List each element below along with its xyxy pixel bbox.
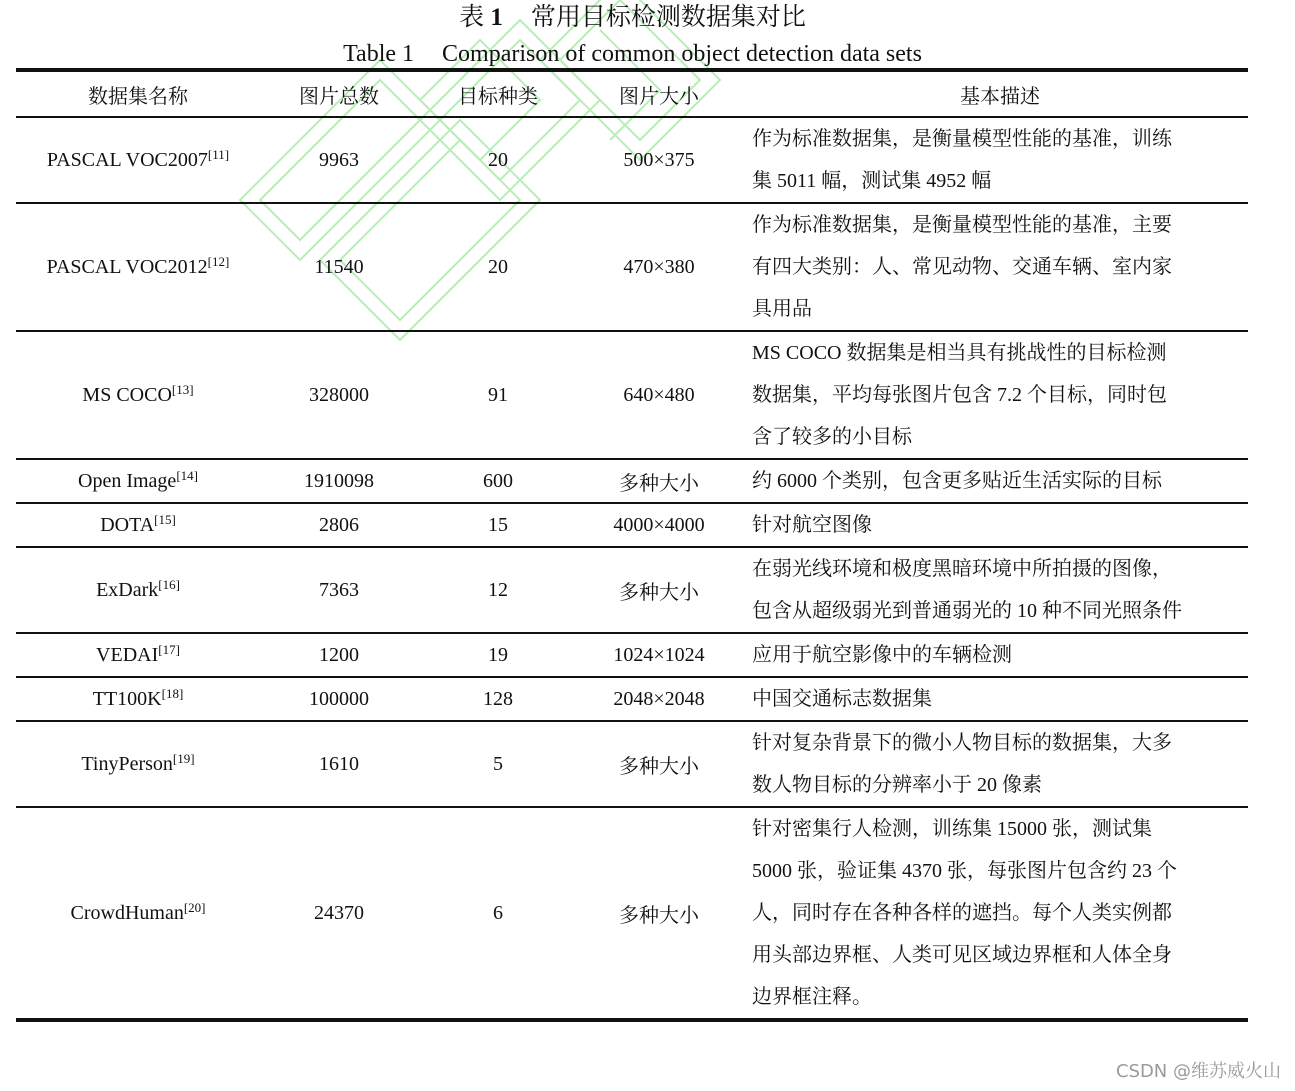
description-line: 中国交通标志数据集 (752, 688, 932, 710)
citation-ref: [11] (207, 146, 230, 162)
cell-dataset-name (16, 807, 260, 1020)
cell-dataset-name (16, 677, 260, 721)
description-line: 用头部边界框、人类可见区域边界框和人体全身 (752, 944, 1172, 966)
description-line: 具用品 (752, 298, 812, 320)
dataset-name-text: TinyPerson (81, 752, 173, 775)
cell-image-count: 100000 (260, 677, 418, 721)
citation-ref: [15] (154, 511, 176, 527)
citation-ref: [12] (207, 253, 230, 269)
cell-class-count: 5 (418, 721, 578, 807)
cell-dataset-name (16, 459, 260, 503)
cell-class-count: 20 (418, 203, 578, 331)
citation-ref: [17] (158, 641, 180, 657)
description-line: 含了较多的小目标 (752, 426, 912, 448)
caption-cn-prefix: 表 (459, 4, 485, 31)
cell-class-count: 20 (418, 117, 578, 203)
cell-description (740, 503, 1248, 547)
description-line: 作为标准数据集，是衡量模型性能的基准，主要 (752, 214, 1172, 236)
description-line: 约 6000 个类别，包含更多贴近生活实际的目标 (752, 470, 1162, 492)
cell-description (740, 807, 1248, 1020)
cell-class-count: 12 (418, 547, 578, 633)
table-row (16, 203, 1248, 331)
table-row (16, 503, 1248, 547)
cell-dataset-name (16, 503, 260, 547)
description-line: 包含从超级弱光到普通弱光的 10 种不同光照条件 (752, 600, 1182, 622)
header-image-count: 图片总数 (260, 70, 418, 117)
dataset-name-text: MS COCO (82, 383, 172, 406)
cell-image-count: 1610 (260, 721, 418, 807)
cell-class-count: 6 (493, 901, 503, 924)
citation-ref: [16] (158, 576, 180, 592)
cell-image-size: 640×480 (578, 331, 740, 459)
table-header-row (16, 70, 1248, 117)
cell-class-count: 128 (418, 677, 578, 721)
table-row (16, 331, 1248, 459)
cell-dataset-name (16, 117, 260, 203)
description-line: 集 5011 幅，测试集 4952 幅 (752, 170, 992, 192)
table-row (16, 677, 1248, 721)
description-line: 边界框注释。 (752, 986, 872, 1008)
cell-description (740, 677, 1248, 721)
cell-image-count: 7363 (260, 547, 418, 633)
cell-description (740, 721, 1248, 807)
table-row (16, 459, 1248, 503)
cell-description (740, 331, 1248, 459)
cell-image-count: 11540 (260, 203, 418, 331)
table-row (16, 721, 1248, 807)
table-row (16, 807, 1248, 1020)
header-image-size: 图片大小 (578, 70, 740, 117)
description-line: 针对航空图像 (752, 514, 872, 536)
description-line: 应用于航空影像中的车辆检测 (752, 644, 1012, 666)
dataset-comparison-table (16, 68, 1248, 1022)
description-line: 人，同时存在各种各样的遮挡。每个人类实例都 (752, 902, 1172, 924)
citation-ref: [18] (161, 685, 184, 701)
description-line: 针对密集行人检测，训练集 15000 张，测试集 (752, 818, 1152, 840)
cell-image-count: 328000 (260, 331, 418, 459)
cell-image-size: 多种大小 (578, 547, 740, 633)
dataset-name-text: DOTA (100, 513, 155, 536)
cell-description (740, 459, 1248, 503)
description-line: 在弱光线环境和极度黑暗环境中所拍摄的图像， (752, 558, 1172, 580)
cell-image-count: 9963 (260, 117, 418, 203)
description-line: 数人物目标的分辨率小于 20 像素 (752, 774, 1042, 796)
citation-ref: [13] (171, 381, 194, 397)
description-line: 数据集，平均每张图片包含 7.2 个目标，同时包 (752, 384, 1167, 406)
cell-image-count: 2806 (260, 503, 418, 547)
cell-image-count: 24370 (314, 901, 364, 924)
cell-image-size: 470×380 (578, 203, 740, 331)
caption-en-title: Comparison of common object detection data sets (442, 41, 922, 67)
citation-ref: [14] (176, 467, 198, 483)
cell-image-size: 4000×4000 (578, 503, 740, 547)
header-class-count: 目标种类 (418, 70, 578, 117)
citation-ref: [20] (183, 899, 206, 915)
description-line: 5000 张，验证集 4370 张，每张图片包含约 23 个 (752, 860, 1177, 882)
table-row (16, 633, 1248, 677)
csdn-watermark: CSDN @维苏威火山 (1115, 1061, 1281, 1082)
dataset-name-text: ExDark (96, 578, 159, 601)
cell-dataset-name (16, 331, 260, 459)
dataset-name-text: VEDAI (96, 643, 159, 666)
dataset-name-text: TT100K (92, 687, 162, 710)
cell-dataset-name (16, 721, 260, 807)
description-line: 有四大类别：人、常见动物、交通车辆、室内家 (752, 256, 1172, 278)
description-line: 作为标准数据集，是衡量模型性能的基准，训练 (752, 128, 1172, 150)
cell-image-size: 多种大小 (619, 904, 699, 927)
caption-cn-number: 1 (490, 4, 503, 31)
description-line: MS COCO 数据集是相当具有挑战性的目标检测 (752, 342, 1167, 364)
cell-image-size: 多种大小 (578, 459, 740, 503)
cell-class-count: 91 (418, 331, 578, 459)
cell-dataset-name (16, 633, 260, 677)
cell-description (740, 547, 1248, 633)
citation-ref: [19] (172, 750, 195, 766)
description-line: 针对复杂背景下的微小人物目标的数据集，大多 (752, 732, 1172, 754)
table-caption-chinese (0, 2, 1265, 34)
table-caption-english (0, 38, 1265, 70)
cell-image-count: 1200 (260, 633, 418, 677)
cell-description (740, 117, 1248, 203)
cell-image-size: 500×375 (578, 117, 740, 203)
table-row (16, 117, 1248, 203)
dataset-name-text: Open Image (78, 469, 177, 492)
cell-class-count: 19 (418, 633, 578, 677)
caption-cn-title: 常用目标检测数据集对比 (530, 4, 806, 31)
caption-en-prefix: Table 1 (343, 41, 415, 67)
dataset-name-text: PASCAL VOC2012 (46, 255, 208, 278)
cell-image-count: 1910098 (260, 459, 418, 503)
cell-description (740, 633, 1248, 677)
dataset-name-text: CrowdHuman (70, 901, 184, 924)
header-dataset-name: 数据集名称 (16, 70, 260, 117)
dataset-name-text: PASCAL VOC2007 (46, 148, 208, 171)
cell-dataset-name (16, 203, 260, 331)
cell-image-size: 2048×2048 (578, 677, 740, 721)
cell-description (740, 203, 1248, 331)
header-description: 基本描述 (740, 70, 1248, 117)
cell-dataset-name (16, 547, 260, 633)
cell-image-size: 多种大小 (578, 721, 740, 807)
table-row (16, 547, 1248, 633)
cell-image-size: 1024×1024 (578, 633, 740, 677)
cell-class-count: 15 (418, 503, 578, 547)
cell-class-count: 600 (418, 459, 578, 503)
